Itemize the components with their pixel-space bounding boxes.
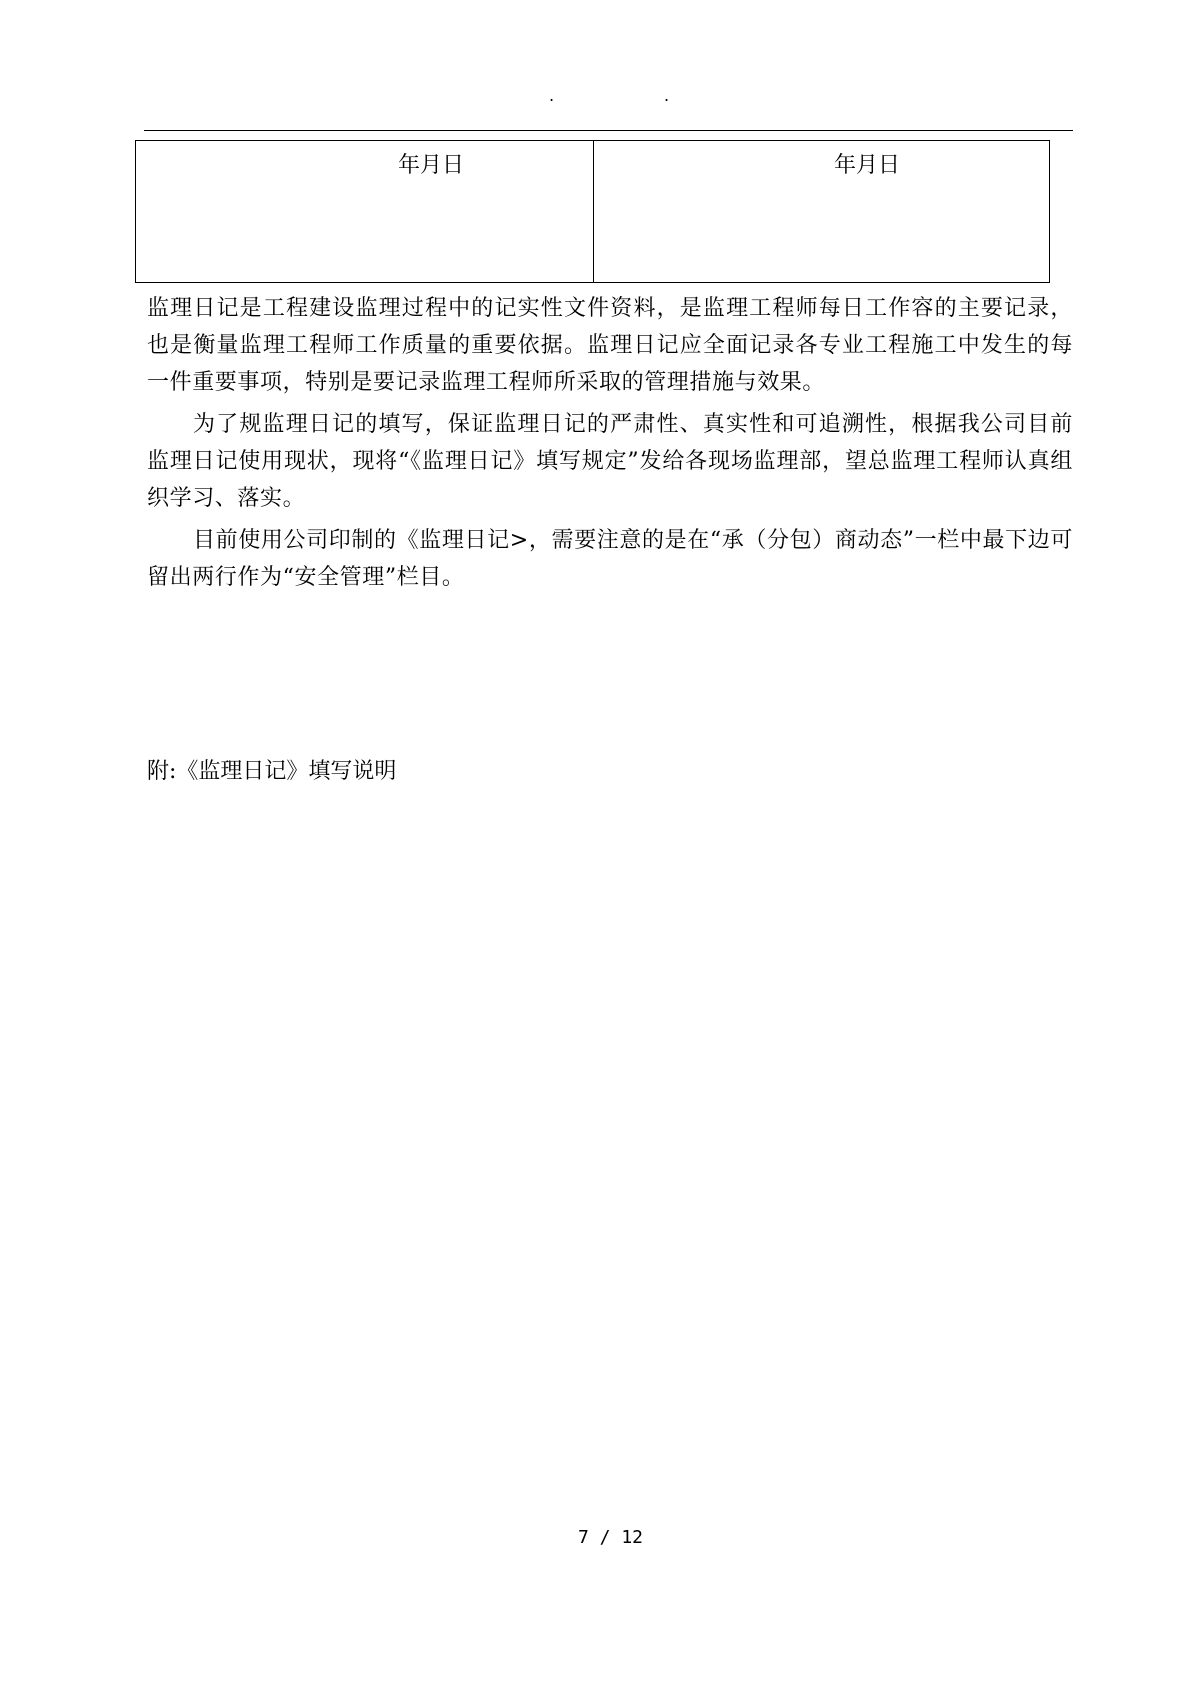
date-table [135, 140, 1050, 283]
attachment-line: 附:《监理日记》填写说明 [147, 759, 397, 784]
date-cell-right [594, 141, 1049, 282]
date-label-right: 年月日 [834, 153, 901, 178]
date-cell-left [136, 141, 594, 282]
paragraph-note: 目前使用公司印制的《监理日记>，需要注意的是在“承（分包）商动态”一栏中最下边可留出两行作为“安全管理”栏目。 [147, 528, 1073, 590]
header-dot-right: . [664, 86, 670, 105]
body-text [147, 290, 1073, 601]
header-rule [144, 130, 1073, 131]
page-number: 7 / 12 [577, 1527, 644, 1548]
paragraph-purpose: 为了规监理日记的填写，保证监理日记的严肃性、真实性和可追溯性，根据我公司目前监理日记使用现状，现将“《监理日记》填写规定”发给各现场监理部，望总监理工程师认真组织学习、落实。 [147, 412, 1073, 511]
page-header [0, 86, 1191, 106]
date-label-left: 年月日 [398, 153, 465, 178]
paragraph-intro: 监理日记是工程建设监理过程中的记实性文件资料，是监理工程师每日工作容的主要记录，也是衡量监理工程师工作质量的重要依据。监理日记应全面记录各专业工程施工中发生的每一件重要事项，特别是要记录监理工程师所采取的管理措施与效果。 [147, 296, 1073, 395]
header-dot-left: . [549, 86, 555, 105]
